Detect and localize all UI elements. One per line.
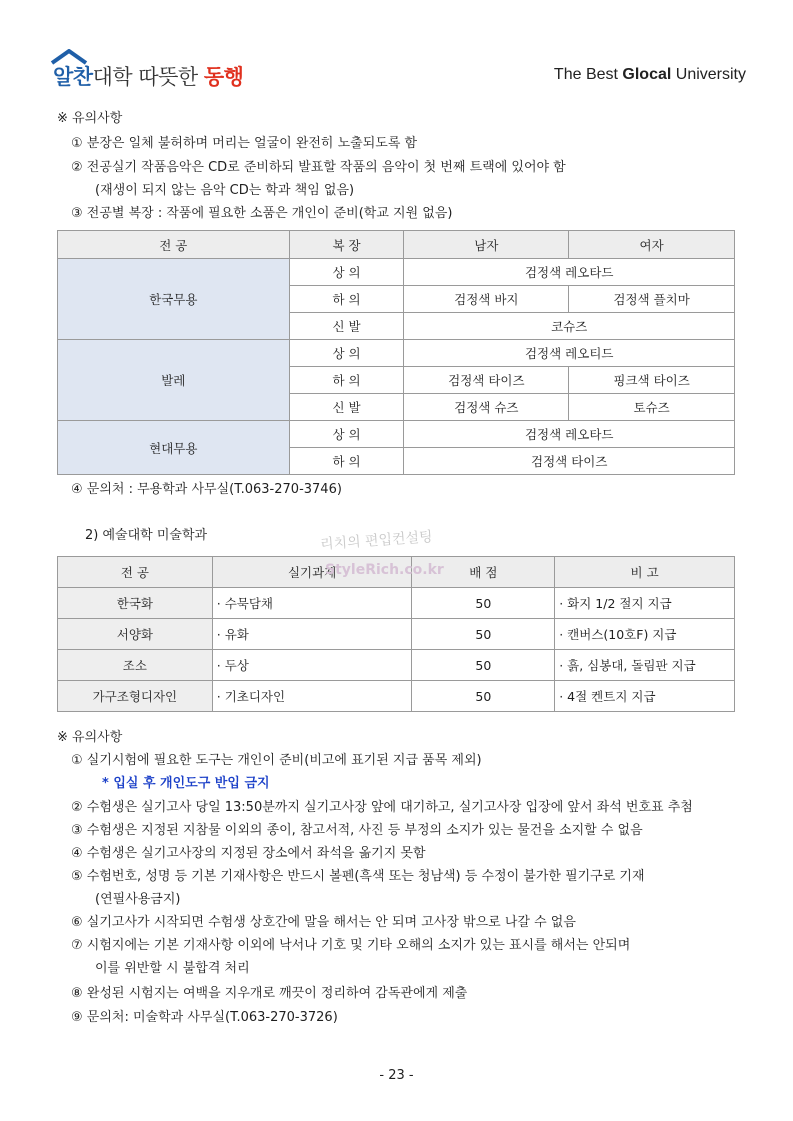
notice-item: ② 수험생은 실기고사 당일 13:50분까지 실기고사장 앞에 대기하고, 실기고사장 입장에 앞서 좌석 번호표 추첨 [71, 800, 693, 815]
dress-cell: 코슈즈 [404, 313, 735, 340]
item-cell: 신 발 [289, 394, 404, 421]
logo-slogan [53, 61, 243, 91]
notice-item: ④ 수험생은 실기고사장의 지정된 장소에서 좌석을 옮기지 못함 [71, 846, 426, 861]
tagline-bold: Glocal [622, 66, 672, 83]
notice-item: ⑦ 시험지에는 기본 기재사항 이외에 낙서나 기호 및 기타 오해의 소지가 있는 표시를 해서는 안되며 [71, 938, 631, 953]
major-cell: 발레 [58, 340, 290, 421]
dress-cell: 검정색 레오타드 [404, 421, 735, 448]
tagline-post: University [671, 66, 746, 83]
dance-dress-table [57, 230, 735, 475]
dress-cell: 검정색 레오티드 [404, 340, 735, 367]
col-header: 비 고 [555, 557, 735, 588]
logo-word-3: 동행 [203, 65, 244, 89]
note-cell: · 4절 켄트지 지급 [555, 681, 735, 712]
notice-heading-1: ※ 유의사항 [57, 111, 123, 126]
major-cell: 조소 [58, 650, 213, 681]
note-cell: · 캔버스(10호F) 지급 [555, 619, 735, 650]
notice-item: ⑨ 문의처: 미술학과 사무실(T.063-270-3726) [71, 1010, 338, 1025]
table-header-row [58, 231, 735, 259]
task-cell: · 기초디자인 [212, 681, 412, 712]
col-header: 배 점 [412, 557, 555, 588]
col-header: 실기과제 [212, 557, 412, 588]
table-row [58, 259, 735, 286]
warning-text: * 입실 후 개인도구 반입 금지 [102, 776, 270, 791]
item-cell: 신 발 [289, 313, 404, 340]
col-header: 남자 [404, 231, 569, 259]
col-header: 복 장 [289, 231, 404, 259]
table-row [58, 340, 735, 367]
col-header: 전 공 [58, 231, 290, 259]
art-exam-table [57, 556, 735, 712]
notice-item: ① 실기시험에 필요한 도구는 개인이 준비(비고에 표기된 지급 품목 제외) [71, 753, 482, 768]
item-cell: 하 의 [289, 286, 404, 313]
page-header [50, 45, 750, 95]
dress-cell-male: 검정색 바지 [404, 286, 569, 313]
notice-item: ③ 수험생은 지정된 지참물 이외의 종이, 참고서적, 사진 등 부정의 소지가 있는 물건을 소지할 수 없음 [71, 823, 643, 838]
dress-cell-female: 검정색 플치마 [569, 286, 735, 313]
score-cell: 50 [412, 650, 555, 681]
notice-item: ③ 전공별 복장 : 작품에 필요한 소품은 개인이 준비(학교 지원 없음) [71, 206, 453, 221]
table-row [58, 681, 735, 712]
notice-item: ⑥ 실기고사가 시작되면 수험생 상호간에 말을 해서는 안 되며 고사장 밖으로 나갈 수 없음 [71, 915, 576, 930]
notice-item: ⑧ 완성된 시험지는 여백을 지우개로 깨끗이 정리하여 감독관에게 제출 [71, 986, 468, 1001]
task-cell: · 유화 [212, 619, 412, 650]
dress-cell-female: 핑크색 타이즈 [569, 367, 735, 394]
dress-cell-male: 검정색 타이즈 [404, 367, 569, 394]
notice-item: 이를 위반할 시 불합격 처리 [95, 961, 250, 976]
watermark-text: 리치의 편입컨설팅 [319, 529, 434, 553]
item-cell: 하 의 [289, 448, 404, 475]
task-cell: · 수묵담채 [212, 588, 412, 619]
item-cell: 상 의 [289, 259, 404, 286]
major-cell: 한국화 [58, 588, 213, 619]
score-cell: 50 [412, 681, 555, 712]
note-cell: · 흙, 심봉대, 돌림판 지급 [555, 650, 735, 681]
section-title: 2) 예술대학 미술학과 [85, 528, 208, 543]
watermark-url: StyleRich.co.kr [325, 562, 444, 578]
score-cell: 50 [412, 619, 555, 650]
note-cell: · 화지 1/2 절지 지급 [555, 588, 735, 619]
dress-cell-male: 검정색 슈즈 [404, 394, 569, 421]
item-cell: 상 의 [289, 421, 404, 448]
page-number: - 23 - [379, 1068, 414, 1083]
col-header: 전 공 [58, 557, 213, 588]
tagline-pre: The Best [553, 66, 623, 83]
task-cell: · 두상 [212, 650, 412, 681]
dress-cell: 검정색 타이즈 [404, 448, 735, 475]
table-row [58, 650, 735, 681]
item-cell: 상 의 [289, 340, 404, 367]
logo-word-2: 대학 따뜻한 [92, 65, 204, 89]
dress-cell: 검정색 레오타드 [404, 259, 735, 286]
table-row [58, 421, 735, 448]
major-cell: 가구조형디자인 [58, 681, 213, 712]
notice-item: (재생이 되지 않는 음악 CD는 학과 책임 없음) [95, 183, 355, 198]
university-tagline [554, 66, 746, 84]
logo-word-1: 알찬 [53, 65, 93, 89]
notice-item: ① 분장은 일체 불허하며 머리는 얼굴이 완전히 노출되도록 함 [71, 136, 418, 151]
major-cell: 현대무용 [58, 421, 290, 475]
major-cell: 한국무용 [58, 259, 290, 340]
dance-contact: ④ 문의처 : 무용학과 사무실(T.063-270-3746) [71, 482, 342, 497]
notice-item: ⑤ 수험번호, 성명 등 기본 기재사항은 반드시 볼펜(흑색 또는 청남색) 등 수정이 불가한 필기구로 기재 [71, 869, 645, 884]
major-cell: 서양화 [58, 619, 213, 650]
score-cell: 50 [412, 588, 555, 619]
col-header: 여자 [569, 231, 735, 259]
table-row [58, 619, 735, 650]
notice-heading-2: ※ 유의사항 [57, 730, 123, 745]
item-cell: 하 의 [289, 367, 404, 394]
table-row [58, 588, 735, 619]
dress-cell-female: 토슈즈 [569, 394, 735, 421]
notice-item: (연필사용금지) [95, 892, 181, 907]
notice-item: ② 전공실기 작품음악은 CD로 준비하되 발표할 작품의 음악이 첫 번째 트랙에 있어야 함 [71, 160, 566, 175]
